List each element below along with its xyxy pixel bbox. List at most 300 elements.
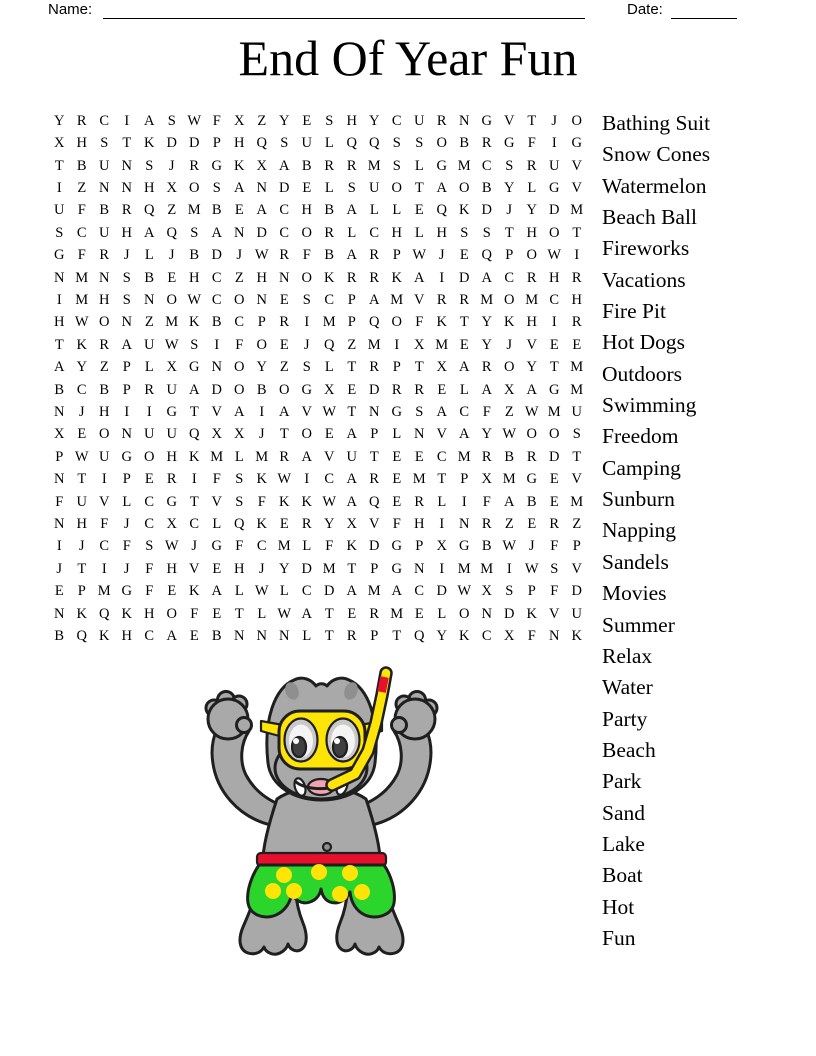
grid-letter: K [189,314,200,331]
grid-letter: A [234,403,245,420]
grid-letter: Z [77,179,87,196]
grid-letter: N [121,314,132,331]
grid-letter: B [76,157,87,174]
grid-letter: R [324,224,335,241]
grid-letter: S [122,291,131,308]
grid-letter: C [436,448,447,465]
hippo-belly-button [323,843,331,851]
grid-letter: A [391,583,402,600]
grid-letter: B [256,381,267,398]
grid-letter: T [369,448,379,465]
grid-letter: C [189,516,200,533]
word-list-item: Sandels [602,549,669,574]
grid-letter: R [549,516,560,533]
grid-letter: H [346,112,357,129]
grid-letter: Q [144,202,155,219]
grid-letter: I [574,247,580,264]
puzzle-title: End Of Year Fun [238,30,578,86]
grid-letter: N [121,157,132,174]
grid-letter: W [502,538,517,555]
grid-letter: S [167,112,176,129]
grid-letter: H [256,269,267,286]
word-list-item: Summer [602,612,675,637]
grid-letter: W [322,493,337,510]
grid-letter: S [145,157,154,174]
grid-letter: K [189,583,200,600]
grid-letter: J [78,403,85,420]
grid-letter: S [235,471,244,488]
grid-letter: Y [54,112,65,129]
grid-letter: N [414,426,425,443]
grid-letter: E [279,516,289,533]
grid-letter: R [369,605,380,622]
grid-letter: R [391,381,402,398]
grid-letter: E [459,336,469,353]
date-blank-line[interactable] [671,18,737,19]
grid-letter: I [56,179,62,196]
grid-letter: B [99,202,110,219]
grid-letter: N [121,179,132,196]
grid-letter: C [481,157,492,174]
grid-letter: G [166,403,177,420]
grid-letter: A [481,269,492,286]
grid-letter: X [211,426,222,443]
grid-letter: A [369,291,380,308]
grid-letter: M [457,448,471,465]
grid-letter: W [164,538,179,555]
grid-letter: S [190,224,199,241]
grid-letter: U [144,336,155,353]
grid-letter: L [279,583,289,600]
grid-letter: R [166,471,177,488]
grid-letter: E [347,605,357,622]
date-label: Date: [627,1,663,18]
grid-letter: M [570,381,584,398]
grid-letter: C [301,583,312,600]
grid-letter: G [391,403,402,420]
grid-letter: D [459,269,470,286]
grid-letter: C [76,224,87,241]
grid-letter: M [570,493,584,510]
grid-letter: D [211,247,222,264]
word-list-item: Watermelon [602,173,707,198]
grid-letter: Z [279,359,289,376]
grid-letter: D [571,583,582,600]
grid-letter: F [482,493,491,510]
grid-letter: T [392,628,402,645]
grid-letter: W [187,291,202,308]
grid-letter: L [302,538,312,555]
grid-letter: X [54,135,65,152]
grid-letter: B [481,538,492,555]
grid-letter: K [279,493,290,510]
wordsearch-grid [48,110,588,648]
grid-letter: V [504,112,515,129]
grid-letter: C [549,291,560,308]
grid-letter: E [302,179,312,196]
grid-letter: U [166,426,177,443]
grid-letter: R [99,336,110,353]
grid-letter: X [324,381,335,398]
grid-letter: R [571,314,582,331]
grid-letter: X [166,359,177,376]
grid-letter: H [234,135,245,152]
grid-letter: R [526,269,537,286]
grid-letter: G [549,179,560,196]
grid-letter: A [211,224,222,241]
grid-letter: K [324,269,335,286]
grid-letter: G [121,583,132,600]
grid-letter: E [549,336,559,353]
grid-letter: Y [324,516,335,533]
grid-letter: O [166,291,177,308]
grid-letter: P [527,583,536,600]
grid-letter: P [257,314,266,331]
grid-letter: F [482,403,491,420]
grid-letter: J [506,336,513,353]
grid-letter: T [414,359,424,376]
grid-letter: V [369,516,380,533]
grid-letter: H [144,179,155,196]
grid-letter: A [301,605,312,622]
grid-letter: I [56,538,62,555]
grid-letter: N [121,426,132,443]
grid-letter: M [75,291,89,308]
grid-letter: C [99,112,110,129]
grid-letter: M [277,538,291,555]
grid-letter: X [504,381,515,398]
grid-letter: K [459,628,470,645]
grid-letter: T [572,448,582,465]
grid-letter: L [527,179,537,196]
grid-letter: I [124,112,130,129]
grid-letter: G [211,157,222,174]
grid-letter: S [280,135,289,152]
grid-letter: G [301,381,312,398]
grid-letter: N [369,403,380,420]
grid-letter: S [460,224,469,241]
grid-letter: A [234,179,245,196]
grid-letter: H [76,135,87,152]
grid-letter: H [571,291,582,308]
grid-letter: S [145,538,154,555]
grid-letter: G [391,560,402,577]
grid-letter: T [324,628,334,645]
grid-letter: B [504,448,515,465]
grid-letter: U [99,224,110,241]
grid-letter: R [279,247,290,264]
grid-letter: T [572,224,582,241]
grid-letter: X [346,516,357,533]
grid-letter: S [122,269,131,286]
grid-letter: A [166,628,177,645]
grid-letter: A [211,583,222,600]
grid-letter: X [481,583,492,600]
grid-letter: C [414,583,425,600]
grid-letter: M [570,359,584,376]
grid-letter: U [166,381,177,398]
grid-letter: H [436,224,447,241]
grid-letter: G [526,471,537,488]
grid-letter: O [549,426,560,443]
grid-letter: W [187,112,202,129]
grid-letter: V [99,493,110,510]
grid-letter: Q [369,135,380,152]
grid-letter: T [189,493,199,510]
grid-letter: J [236,247,243,264]
grid-letter: P [415,538,424,555]
grid-letter: C [144,516,155,533]
word-list-item: Relax [602,643,653,668]
grid-letter: O [436,135,447,152]
grid-letter: F [302,247,311,264]
grid-letter: K [436,314,447,331]
grid-letter: Y [279,112,290,129]
grid-letter: I [259,403,265,420]
grid-letter: A [54,359,65,376]
grid-letter: J [78,538,85,555]
grid-letter: F [550,583,559,600]
grid-letter: G [166,493,177,510]
grid-letter: G [459,538,470,555]
grid-letter: O [166,605,177,622]
grid-letter: C [279,224,290,241]
grid-letter: F [235,336,244,353]
grid-letter: N [211,359,222,376]
grid-letter: Q [99,605,110,622]
grid-letter: T [527,112,537,129]
grid-letter: K [256,516,267,533]
grid-letter: N [256,179,267,196]
grid-letter: W [412,247,427,264]
grid-letter: S [415,403,424,420]
grid-letter: M [525,291,539,308]
name-blank-line[interactable] [103,18,585,19]
grid-letter: C [76,381,87,398]
grid-letter: N [54,403,65,420]
grid-letter: Q [346,135,357,152]
grid-letter: N [54,269,65,286]
word-list-item: Lake [602,831,645,856]
grid-letter: R [369,359,380,376]
grid-letter: V [324,448,335,465]
grid-letter: Y [481,336,492,353]
grid-letter: K [504,314,515,331]
grid-letter: N [459,516,470,533]
grid-letter: M [570,202,584,219]
grid-letter: I [394,336,400,353]
grid-letter: Q [234,516,245,533]
grid-letter: H [526,314,537,331]
grid-letter: O [234,291,245,308]
grid-letter: Z [167,202,177,219]
grid-letter: T [437,471,447,488]
grid-letter: V [436,426,447,443]
grid-letter: R [526,157,537,174]
grid-letter: P [370,426,379,443]
grid-letter: T [324,605,334,622]
grid-letter: S [55,224,64,241]
grid-letter: D [166,135,177,152]
grid-letter: T [234,605,244,622]
grid-letter: K [571,628,582,645]
grid-letter: L [459,381,469,398]
word-list-item: Freedom [602,424,679,449]
grid-letter: K [76,336,87,353]
grid-letter: Y [436,628,447,645]
grid-letter: N [256,628,267,645]
grid-letter: I [191,471,197,488]
grid-letter: A [436,179,447,196]
grid-letter: F [392,516,401,533]
grid-letter: N [459,112,470,129]
word-list-item: Camping [602,455,681,480]
grid-letter: R [144,381,155,398]
grid-letter: S [302,291,311,308]
grid-letter: R [436,291,447,308]
grid-letter: P [370,628,379,645]
grid-letter: U [549,157,560,174]
grid-letter: L [414,157,424,174]
grid-letter: L [324,135,334,152]
grid-letter: J [438,247,445,264]
grid-letter: A [459,359,470,376]
grid-letter: Q [369,314,380,331]
grid-letter: M [367,336,381,353]
grid-letter: L [437,493,447,510]
grid-letter: N [54,516,65,533]
grid-letter: Q [166,224,177,241]
grid-letter: T [549,359,559,376]
grid-letter: O [504,359,515,376]
grid-letter: B [54,381,65,398]
grid-letter: K [121,605,132,622]
grid-letter: F [190,605,199,622]
grid-letter: C [369,224,380,241]
grid-letter: M [480,291,494,308]
grid-letter: A [346,493,357,510]
grid-letter: Q [369,493,380,510]
grid-letter: F [145,560,154,577]
grid-letter: Y [526,202,537,219]
grid-letter: U [301,135,312,152]
grid-letter: R [346,157,357,174]
grid-letter: C [144,493,155,510]
grid-letter: Q [436,202,447,219]
word-list-item: Hot [602,894,635,919]
hippo-right-fist [392,692,438,740]
word-list-item: Outdoors [602,361,683,386]
word-list-item: Swimming [602,393,697,418]
grid-letter: K [301,493,312,510]
grid-letter: K [391,269,402,286]
grid-letter: W [502,426,517,443]
grid-letter: Z [144,314,154,331]
grid-letter: K [459,202,470,219]
right-eye-highlight [334,738,340,744]
grid-letter: R [369,247,380,264]
grid-letter: K [76,605,87,622]
grid-letter: M [187,202,201,219]
grid-letter: L [144,359,154,376]
grid-letter: M [457,157,471,174]
grid-letter: E [167,269,177,286]
grid-letter: W [164,336,179,353]
grid-letter: N [414,560,425,577]
grid-letter: X [234,426,245,443]
grid-letter: U [99,157,110,174]
word-list-item: Snow Cones [602,142,711,167]
grid-letter: J [551,112,558,129]
grid-letter: S [415,135,424,152]
grid-letter: E [279,291,289,308]
grid-letter: F [100,516,109,533]
grid-letter: H [121,224,132,241]
grid-letter: R [99,247,110,264]
grid-letter: I [101,471,107,488]
grid-letter: E [549,493,559,510]
grid-letter: M [367,157,381,174]
grid-letter: T [347,403,357,420]
grid-letter: C [324,471,335,488]
word-list [602,108,710,954]
grid-letter: N [99,179,110,196]
grid-letter: V [211,403,222,420]
grid-letter: P [505,247,514,264]
left-eye-highlight [293,738,299,744]
grid-letter: N [54,605,65,622]
grid-letter: V [189,560,200,577]
word-list-item: Water [602,675,653,700]
grid-letter: V [571,157,582,174]
grid-letter: D [324,583,335,600]
grid-letter: I [146,403,152,420]
grid-letter: I [304,471,310,488]
grid-letter: Y [526,359,537,376]
grid-letter: E [392,471,402,488]
grid-letter: C [211,269,222,286]
grid-letter: X [54,426,65,443]
grid-letter: J [258,560,265,577]
grid-letter: S [302,359,311,376]
hippo-snorkel-illustration [195,661,448,957]
grid-letter: D [504,605,515,622]
grid-letter: W [254,583,269,600]
word-list-item: Sand [602,800,645,825]
grid-letter: M [480,560,494,577]
grid-letter: A [346,426,357,443]
word-list-item: Hot Dogs [602,330,686,355]
grid-letter: H [166,448,177,465]
grid-letter: I [439,516,445,533]
grid-letter: W [74,314,89,331]
grid-letter: V [549,605,560,622]
grid-letter: L [369,202,379,219]
grid-letter: E [347,381,357,398]
grid-letter: J [123,247,130,264]
grid-letter: S [325,112,334,129]
word-list-item: Napping [602,518,677,543]
grid-letter: M [367,583,381,600]
grid-letter: C [481,628,492,645]
grid-letter: I [551,314,557,331]
grid-letter: I [439,560,445,577]
grid-letter: K [526,605,537,622]
grid-letter: V [211,493,222,510]
word-list-item: Party [602,706,648,731]
grid-letter: R [481,359,492,376]
grid-letter: M [390,291,404,308]
